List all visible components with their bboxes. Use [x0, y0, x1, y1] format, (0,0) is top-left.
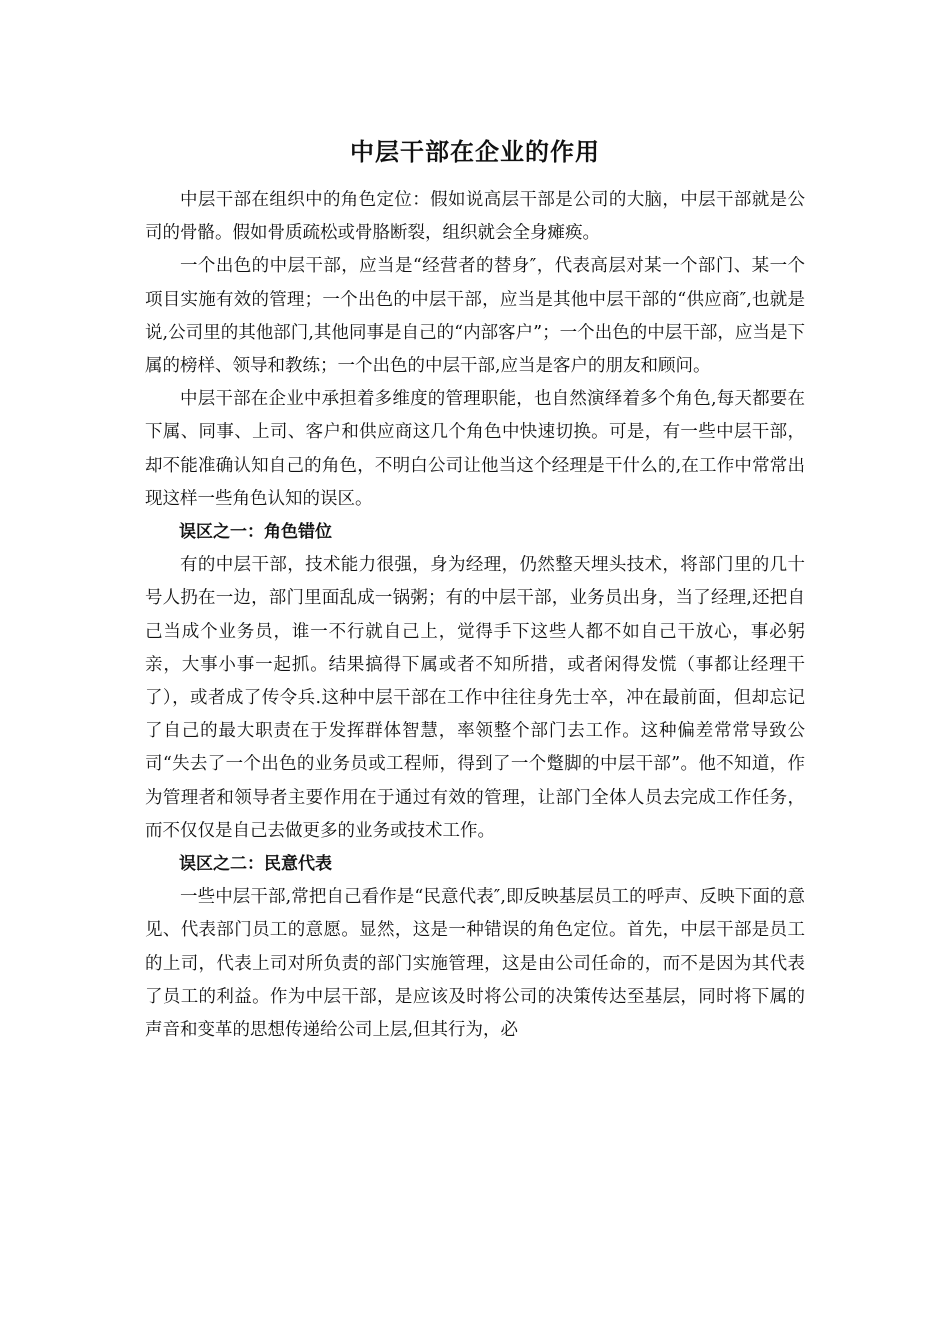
section-heading-misplaced-role: 误区之一：角色错位: [179, 522, 332, 543]
document-body: [145, 184, 805, 1047]
document-title: 中层干部在企业的作用: [350, 138, 600, 166]
section-heading-public-representative: 误区之二：民意代表: [179, 854, 332, 875]
paragraph-role-positioning: 中层干部在组织中的角色定位：假如说高层干部是公司的大脑，中层干部就是公司的骨骼。假如骨质疏松或骨胳断裂，组织就会全身瘫痪。: [145, 190, 805, 244]
paragraph-multiple-roles: 中层干部在企业中承担着多维度的管理职能，也自然演绎着多个角色,每天都要在下属、同事、上司、客户和供应商这几个角色中快速切换。可是，有一些中层干部，却不能准确认知自己的角色，不明白公司让他当这个经理是干什么的,在工作中常常出现这样一些角色认知的误区。: [145, 389, 805, 509]
paragraph-public-representative: 一些中层干部,常把自己看作是“民意代表″,即反映基层员工的呼声、反映下面的意见、代表部门员工的意愿。显然，这是一种错误的角色定位。首先，中层干部是员工的上司，代表上司对所负责的部门实施管理，这是由公司任命的，而不是因为其代表了员工的利益。作为中层干部，是应该及时将公司的决策传达至基层，同时将下属的声音和变革的思想传递给公司上层,但其行为，必: [145, 887, 805, 1041]
paragraph-excellent-manager: 一个出色的中层干部，应当是“经营者的替身″，代表高层对某一个部门、某一个项目实施有效的管理；一个出色的中层干部，应当是其他中层干部的“供应商″,也就是说,公司里的其他部门,其他同事是自己的“内部客户”；一个出色的中层干部，应当是下属的榜样、领导和教练；一个出色的中层干部,应当是客户的朋友和顾问。: [145, 256, 805, 377]
paragraph-misplaced-role: 有的中层干部，技术能力很强，身为经理，仍然整天埋头技术，将部门里的几十号人扔在一边，部门里面乱成一锅粥；有的中层干部，业务员出身，当了经理,还把自己当成个业务员，谁一不行就自己上，觉得手下这些人都不如自己干放心，事必躬亲，大事小事一起抓。结果搞得下属或者不知所措，或者闲得发慌（事都让经理干了），或者成了传令兵.这种中层干部在工作中往往身先士卒，冲在最前面，但却忘记了自己的最大职责在于发挥群体智慧，率领整个部门去工作。这种偏差常常导致公司“失去了一个出色的业务员或工程师，得到了一个蹩脚的中层干部”。他不知道，作为管理者和领导者主要作用在于通过有效的管理，让部门全体人员去完成工作任务，而不仅仅是自己去做更多的业务或技术工作。: [145, 555, 805, 841]
